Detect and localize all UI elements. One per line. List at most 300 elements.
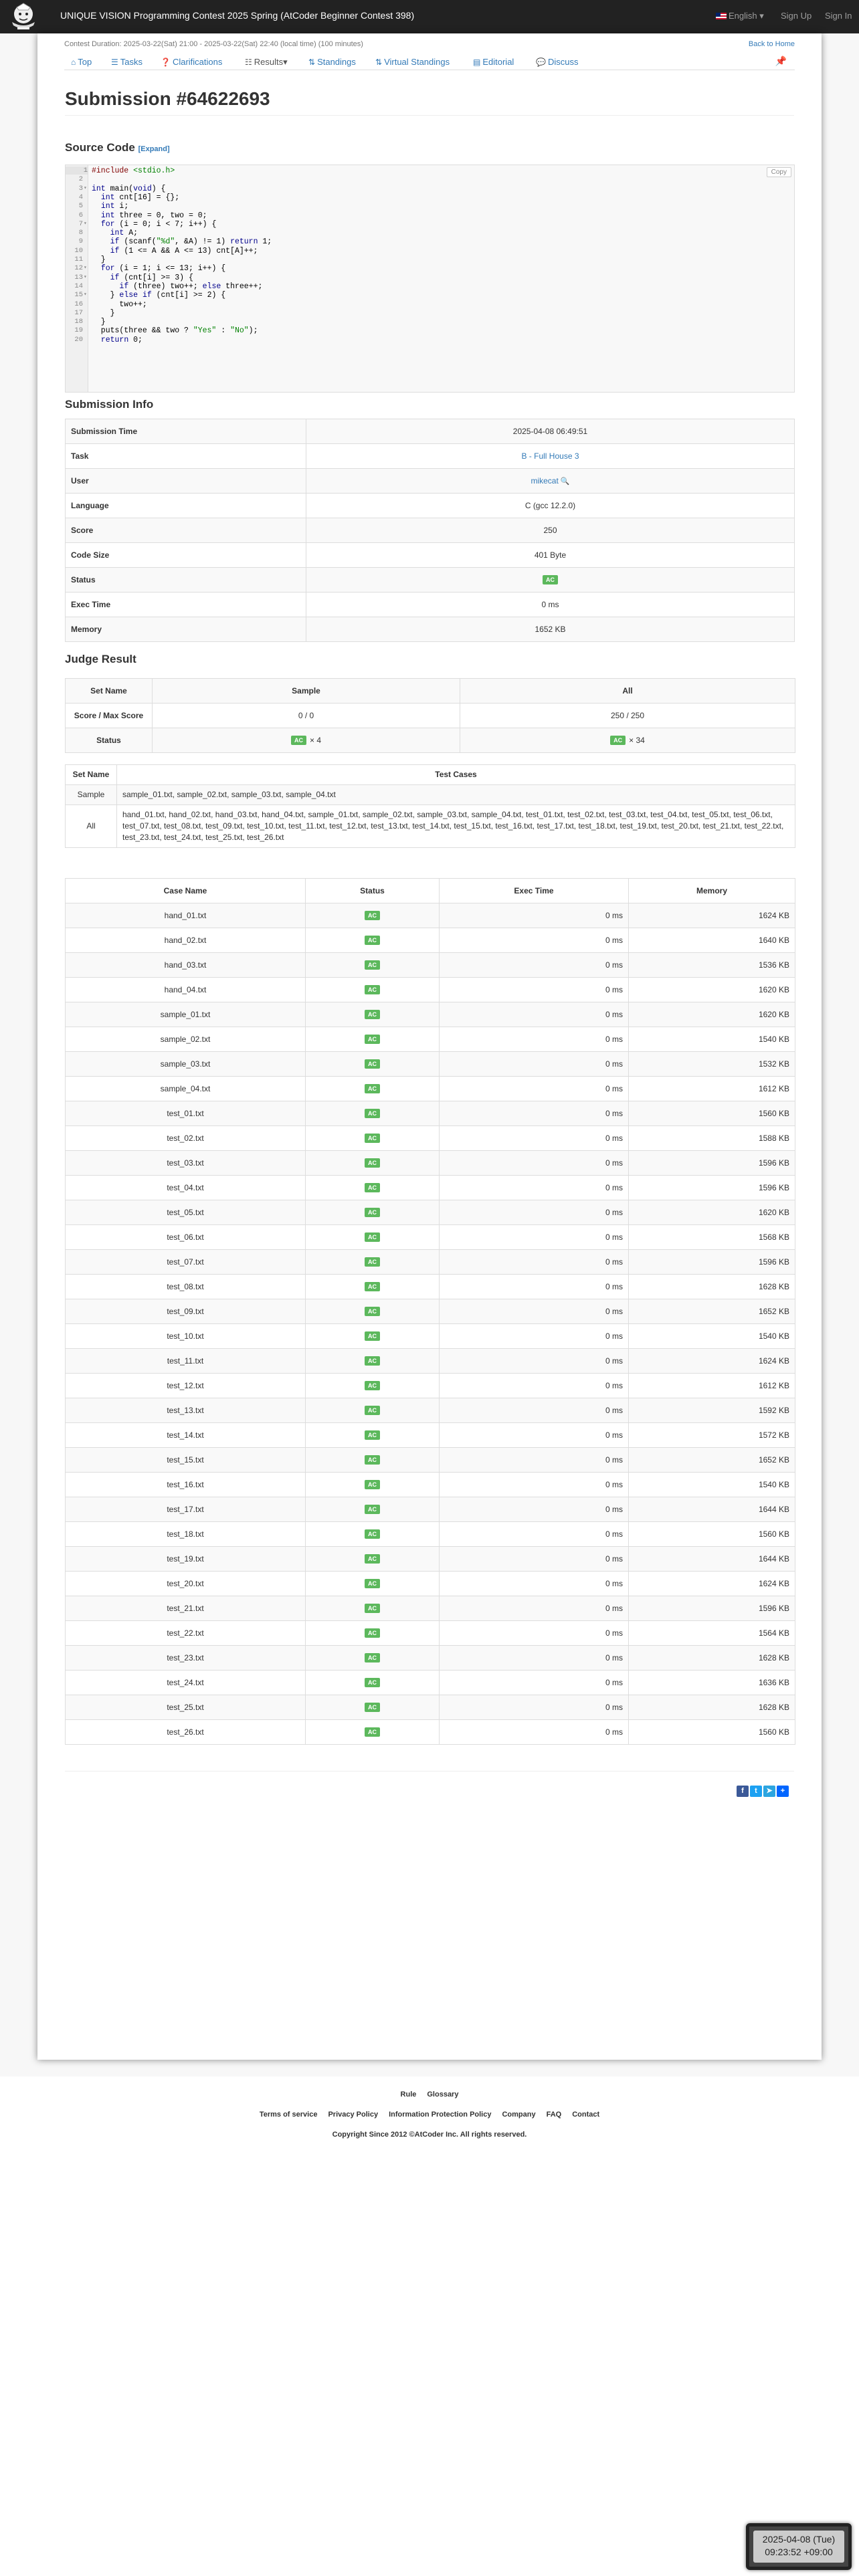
line-number: 20 xyxy=(74,335,83,344)
tab-tasks[interactable] xyxy=(111,57,142,67)
case-exec-time: 0 ms xyxy=(440,928,629,953)
tab-editorial-label: Editorial xyxy=(482,57,514,67)
clock-display xyxy=(753,2531,844,2563)
code-line: for (i = 1; i <= 13; i++) { xyxy=(100,264,226,274)
case-exec-time: 0 ms xyxy=(440,953,629,978)
all-score: 250 / 250 xyxy=(460,704,795,728)
line-number-gutter xyxy=(66,165,88,392)
table-row xyxy=(66,1324,795,1349)
contest-title-link[interactable]: UNIQUE VISION Programming Contest 2025 Spring (AtCoder Beginner Contest 398) xyxy=(60,10,415,21)
case-name: test_09.txt xyxy=(66,1299,306,1324)
line-number: 16 xyxy=(74,300,83,308)
line-number: 6 xyxy=(78,211,83,219)
info-value-text: 0 ms xyxy=(541,600,559,609)
memory-header[interactable]: Memory xyxy=(629,879,795,903)
case-status xyxy=(306,1374,440,1398)
info-label: Memory xyxy=(66,617,306,642)
case-exec-time: 0 ms xyxy=(440,1398,629,1423)
code-line: #include <stdio.h> xyxy=(92,167,175,175)
info-row xyxy=(66,593,795,617)
info-value xyxy=(306,494,795,518)
status-badge: AC xyxy=(365,1232,380,1242)
code-line: if (scanf("%d", &A) != 1) return 1; xyxy=(110,237,272,247)
case-memory: 1620 KB xyxy=(629,1200,795,1225)
tab-virtual-standings[interactable] xyxy=(375,57,450,67)
case-name: test_23.txt xyxy=(66,1646,306,1671)
table-row xyxy=(66,1497,795,1522)
case-exec-time: 0 ms xyxy=(440,1473,629,1497)
case-name: test_06.txt xyxy=(66,1225,306,1250)
case-name: test_08.txt xyxy=(66,1275,306,1299)
caret-down-icon: ▾ xyxy=(759,11,764,21)
copyright: Copyright Since 2012 ©AtCoder Inc. All rights reserved. xyxy=(332,2131,527,2139)
task-link[interactable]: B - Full House 3 xyxy=(521,451,579,461)
case-memory: 1532 KB xyxy=(629,1052,795,1077)
status-badge: AC xyxy=(365,1628,380,1638)
case-name: test_26.txt xyxy=(66,1720,306,1745)
uk-flag-icon xyxy=(716,13,727,19)
case-memory: 1596 KB xyxy=(629,1596,795,1621)
info-row xyxy=(66,543,795,568)
table-row xyxy=(66,1374,795,1398)
table-row xyxy=(66,1200,795,1225)
status-header[interactable]: Status xyxy=(306,879,440,903)
info-value xyxy=(306,617,795,642)
status-badge: AC xyxy=(365,1282,380,1291)
case-exec-time: 0 ms xyxy=(440,1027,629,1052)
case-status xyxy=(306,1299,440,1324)
table-row xyxy=(66,1151,795,1176)
case-memory: 1560 KB xyxy=(629,1522,795,1547)
divider xyxy=(65,115,794,116)
case-exec-time: 0 ms xyxy=(440,1646,629,1671)
tab-standings[interactable] xyxy=(308,57,356,67)
case-exec-time: 0 ms xyxy=(440,1374,629,1398)
tab-clarifications-label: Clarifications xyxy=(172,57,223,67)
status-badge: AC xyxy=(543,575,558,584)
info-label: Code Size xyxy=(66,543,306,568)
table-row xyxy=(66,1473,795,1497)
case-name: hand_01.txt xyxy=(66,903,306,928)
line-number: 5 xyxy=(78,202,83,211)
code-line: if (three) two++; else three++; xyxy=(119,282,263,291)
case-name: test_25.txt xyxy=(66,1695,306,1720)
case-status xyxy=(306,1448,440,1473)
case-name: hand_03.txt xyxy=(66,953,306,978)
set-cases: hand_01.txt, hand_02.txt, hand_03.txt, hand_04.txt, sample_01.txt, sample_02.txt, sample_03.txt, sample_04.txt, test_01.txt, test_02.txt, test_03.txt, test_04.txt, test_05.txt, test_06.txt, test_07.txt, test_08.txt, test_09.txt, test_10.txt, test_11.txt, test_12.txt, test_13.txt, test_14.txt, test_15.txt, test_16.txt, test_17.txt, test_18.txt, test_19.txt, test_20.txt, test_21.txt, test_22.txt, test_23.txt, test_24.txt, test_25.txt, test_26.txt xyxy=(117,805,795,848)
case-exec-time: 0 ms xyxy=(440,1522,629,1547)
case-memory: 1572 KB xyxy=(629,1423,795,1448)
status-badge: AC xyxy=(365,1257,380,1267)
table-row xyxy=(66,1621,795,1646)
status-badge: AC xyxy=(365,1678,380,1687)
line-number: 1 xyxy=(66,167,88,175)
info-value xyxy=(306,444,795,469)
info-row xyxy=(66,518,795,543)
status-badge: AC xyxy=(365,1529,380,1539)
status-badge: AC xyxy=(365,1480,380,1489)
tab-clarifications[interactable] xyxy=(161,57,222,67)
case-name: test_04.txt xyxy=(66,1176,306,1200)
source-code-block[interactable] xyxy=(65,165,795,393)
table-row xyxy=(66,1275,795,1299)
table-row xyxy=(66,1646,795,1671)
back-to-home-link[interactable]: Back to Home xyxy=(748,40,795,48)
fold-arrow-icon[interactable]: ▾ xyxy=(84,220,87,227)
case-exec-time: 0 ms xyxy=(440,1101,629,1126)
tab-editorial[interactable] xyxy=(473,57,514,67)
case-exec-time: 0 ms xyxy=(440,1077,629,1101)
status-badge: AC xyxy=(291,736,306,745)
footer-link-privacy[interactable]: Privacy Policy xyxy=(328,2111,379,2119)
status-label: Status xyxy=(66,728,153,753)
case-name: test_17.txt xyxy=(66,1497,306,1522)
case-name: sample_02.txt xyxy=(66,1027,306,1052)
table-row xyxy=(66,978,795,1002)
status-badge: AC xyxy=(365,1208,380,1217)
source-code-heading-text: Source Code xyxy=(65,141,135,154)
question-circle-icon: ❓ xyxy=(161,58,171,67)
case-exec-time: 0 ms xyxy=(440,978,629,1002)
case-status xyxy=(306,978,440,1002)
footer-link-glossary[interactable]: Glossary xyxy=(427,2090,459,2099)
telegram-icon[interactable]: ➤ xyxy=(763,1786,775,1797)
case-status xyxy=(306,1077,440,1101)
footer-link-contact[interactable]: Contact xyxy=(572,2111,600,2119)
info-value xyxy=(306,518,795,543)
table-row xyxy=(66,1695,795,1720)
code-line: if (1 <= A && A <= 13) cnt[A]++; xyxy=(110,246,258,255)
case-memory: 1652 KB xyxy=(629,1299,795,1324)
case-memory: 1540 KB xyxy=(629,1027,795,1052)
status-badge: AC xyxy=(365,1579,380,1588)
case-status xyxy=(306,1720,440,1745)
tab-discuss-label: Discuss xyxy=(547,57,579,67)
case-status xyxy=(306,1225,440,1250)
case-exec-time: 0 ms xyxy=(440,1497,629,1522)
line-number: 2 xyxy=(78,175,83,184)
table-row xyxy=(66,1176,795,1200)
case-name: test_01.txt xyxy=(66,1101,306,1126)
code-line: int i; xyxy=(100,202,129,211)
case-exec-time: 0 ms xyxy=(440,1349,629,1374)
case-memory: 1628 KB xyxy=(629,1275,795,1299)
table-row xyxy=(66,1077,795,1101)
fold-arrow-icon[interactable]: ▾ xyxy=(84,185,87,191)
twitter-icon[interactable]: t xyxy=(750,1786,762,1797)
case-name: test_05.txt xyxy=(66,1200,306,1225)
code-line: int three = 0, two = 0; xyxy=(100,211,207,220)
line-number: 13 xyxy=(74,273,83,282)
case-status xyxy=(306,1547,440,1572)
info-row xyxy=(66,469,795,494)
line-number: 19 xyxy=(74,326,83,335)
table-row xyxy=(66,1547,795,1572)
status-badge: AC xyxy=(365,1505,380,1514)
copy-button[interactable]: Copy xyxy=(767,167,791,177)
tab-discuss[interactable] xyxy=(536,57,578,67)
footer-link-rule[interactable]: Rule xyxy=(400,2090,417,2099)
footer-link-faq[interactable]: FAQ xyxy=(546,2111,562,2119)
line-number: 9 xyxy=(78,237,83,246)
home-icon: ⌂ xyxy=(71,58,76,67)
table-row xyxy=(66,1596,795,1621)
fold-arrow-icon[interactable]: ▾ xyxy=(84,274,87,280)
status-badge: AC xyxy=(365,1307,380,1316)
case-status xyxy=(306,1002,440,1027)
status-badge: AC xyxy=(365,911,380,920)
case-status xyxy=(306,903,440,928)
status-badge: AC xyxy=(365,1010,380,1019)
case-memory: 1540 KB xyxy=(629,1473,795,1497)
line-number: 14 xyxy=(74,282,83,290)
case-exec-time: 0 ms xyxy=(440,1572,629,1596)
case-memory: 1596 KB xyxy=(629,1176,795,1200)
status-badge: AC xyxy=(365,1084,380,1093)
case-status xyxy=(306,1151,440,1176)
info-row xyxy=(66,444,795,469)
code-line: return 0; xyxy=(100,335,142,344)
code-line: } xyxy=(92,308,115,318)
code-line: two++; xyxy=(92,300,147,309)
case-name-header[interactable]: Case Name xyxy=(66,879,306,903)
info-label: Submission Time xyxy=(66,419,306,444)
status-badge: AC xyxy=(365,985,380,994)
footer-link-company[interactable]: Company xyxy=(502,2111,536,2119)
footer-links-primary xyxy=(0,2090,859,2099)
line-number: 3 xyxy=(78,184,83,193)
table-row xyxy=(66,1027,795,1052)
test-cases-table xyxy=(65,878,795,1745)
case-exec-time: 0 ms xyxy=(440,1671,629,1695)
code-line: int cnt[16] = {}; xyxy=(100,193,180,202)
judge-result-heading: Judge Result xyxy=(65,653,136,665)
case-memory: 1560 KB xyxy=(629,1720,795,1745)
language-label: English xyxy=(729,11,757,21)
case-status xyxy=(306,1101,440,1126)
fold-arrow-icon[interactable]: ▾ xyxy=(84,265,87,272)
case-memory: 1596 KB xyxy=(629,1250,795,1275)
search-icon[interactable]: 🔍 xyxy=(558,477,570,486)
case-exec-time: 0 ms xyxy=(440,1200,629,1225)
table-row xyxy=(66,1572,795,1596)
case-name: test_15.txt xyxy=(66,1448,306,1473)
case-name: test_07.txt xyxy=(66,1250,306,1275)
comment-icon: 💬 xyxy=(536,58,546,67)
main-container xyxy=(37,33,822,2060)
tab-top[interactable] xyxy=(71,57,92,67)
case-name: hand_04.txt xyxy=(66,978,306,1002)
sample-score: 0 / 0 xyxy=(153,704,460,728)
case-status xyxy=(306,1522,440,1547)
sample-header: Sample xyxy=(153,679,460,704)
case-name: test_22.txt xyxy=(66,1621,306,1646)
info-label: Task xyxy=(66,444,306,469)
set-name: All xyxy=(66,805,117,848)
case-exec-time: 0 ms xyxy=(440,1547,629,1572)
table-row xyxy=(66,928,795,953)
line-number: 10 xyxy=(74,246,83,255)
table-row xyxy=(66,1101,795,1126)
footer-link-info-protection[interactable]: Information Protection Policy xyxy=(389,2111,492,2119)
line-number: 4 xyxy=(78,193,83,201)
case-status xyxy=(306,1176,440,1200)
case-status xyxy=(306,1027,440,1052)
footer-link-terms[interactable]: Terms of service xyxy=(259,2111,318,2119)
divider xyxy=(65,1771,794,1772)
case-status xyxy=(306,1250,440,1275)
table-row xyxy=(66,1671,795,1695)
status-badge: AC xyxy=(365,1727,380,1737)
info-value-text: 2025-04-08 06:49:51 xyxy=(512,427,588,436)
status-badge: AC xyxy=(365,1158,380,1168)
table-row xyxy=(66,1423,795,1448)
status-badge: AC xyxy=(365,1059,380,1069)
share-plus-icon[interactable]: + xyxy=(777,1786,789,1797)
status-badge: AC xyxy=(365,1703,380,1712)
table-row xyxy=(66,1522,795,1547)
table-row xyxy=(66,1052,795,1077)
test-set-row xyxy=(66,805,795,848)
sign-in-link[interactable]: Sign In xyxy=(825,11,852,21)
score-label: Score / Max Score xyxy=(66,704,153,728)
tab-virtual-standings-label: Virtual Standings xyxy=(384,57,450,67)
top-navbar xyxy=(0,0,859,33)
case-name: test_10.txt xyxy=(66,1324,306,1349)
case-exec-time: 0 ms xyxy=(440,1695,629,1720)
line-number: 17 xyxy=(74,308,83,317)
table-row xyxy=(66,1349,795,1374)
submission-info-heading: Submission Info xyxy=(65,398,154,411)
case-name: test_13.txt xyxy=(66,1398,306,1423)
case-name: test_20.txt xyxy=(66,1572,306,1596)
case-memory: 1564 KB xyxy=(629,1621,795,1646)
info-label: Status xyxy=(66,568,306,593)
case-status xyxy=(306,1275,440,1299)
case-name: sample_03.txt xyxy=(66,1052,306,1077)
case-name: test_12.txt xyxy=(66,1374,306,1398)
status-badge: AC xyxy=(365,1554,380,1564)
case-status xyxy=(306,1126,440,1151)
status-badge: AC xyxy=(365,1455,380,1465)
clock-date: 2025-04-08 (Tue) xyxy=(762,2534,836,2545)
case-memory: 1628 KB xyxy=(629,1695,795,1720)
code-line: for (i = 0; i < 7; i++) { xyxy=(100,219,217,229)
case-name: test_21.txt xyxy=(66,1596,306,1621)
case-memory: 1560 KB xyxy=(629,1101,795,1126)
table-row xyxy=(66,1448,795,1473)
code-line: } else if (cnt[i] >= 2) { xyxy=(92,291,226,300)
case-exec-time: 0 ms xyxy=(440,1176,629,1200)
case-exec-time: 0 ms xyxy=(440,903,629,928)
info-label: Language xyxy=(66,494,306,518)
fold-arrow-icon[interactable]: ▾ xyxy=(84,292,87,298)
tab-results[interactable] xyxy=(245,57,288,68)
atcoder-logo-icon[interactable] xyxy=(8,2,39,31)
info-label: Score xyxy=(66,518,306,543)
status-badge: AC xyxy=(365,936,380,945)
exec-time-header[interactable]: Exec Time xyxy=(440,879,629,903)
case-exec-time: 0 ms xyxy=(440,1423,629,1448)
info-row xyxy=(66,617,795,642)
status-badge: AC xyxy=(365,1109,380,1118)
test-sets-table xyxy=(65,764,795,848)
case-status xyxy=(306,1349,440,1374)
case-name: test_18.txt xyxy=(66,1522,306,1547)
case-memory: 1612 KB xyxy=(629,1374,795,1398)
case-memory: 1640 KB xyxy=(629,928,795,953)
case-memory: 1620 KB xyxy=(629,1002,795,1027)
source-code-heading xyxy=(65,141,170,154)
info-value-text: 401 Byte xyxy=(534,550,567,560)
case-memory: 1628 KB xyxy=(629,1646,795,1671)
caret-down-icon: ▾ xyxy=(283,57,288,67)
case-exec-time: 0 ms xyxy=(440,1324,629,1349)
case-memory: 1536 KB xyxy=(629,953,795,978)
sign-up-link[interactable]: Sign Up xyxy=(781,11,812,21)
case-name: test_24.txt xyxy=(66,1671,306,1695)
code-line: puts(three && two ? "Yes" : "No"); xyxy=(92,326,258,336)
info-row xyxy=(66,419,795,444)
judge-result-table xyxy=(65,678,795,753)
facebook-icon[interactable]: f xyxy=(737,1786,749,1797)
tab-top-label: Top xyxy=(78,57,92,67)
case-memory: 1644 KB xyxy=(629,1497,795,1522)
case-exec-time: 0 ms xyxy=(440,1225,629,1250)
tasks-icon: ☰ xyxy=(111,58,118,67)
status-badge: AC xyxy=(365,1134,380,1143)
case-memory: 1624 KB xyxy=(629,1572,795,1596)
test-set-row xyxy=(66,785,795,805)
expand-link[interactable]: [Expand] xyxy=(138,145,170,153)
user-link[interactable]: mikecat xyxy=(531,476,559,486)
case-memory: 1596 KB xyxy=(629,1151,795,1176)
pin-icon[interactable]: 📌 xyxy=(775,56,787,66)
case-status xyxy=(306,1671,440,1695)
tab-results-label: Results xyxy=(254,57,284,67)
contest-duration: Contest Duration: 2025-03-22(Sat) 21:00 - 2025-03-22(Sat) 22:40 (local time) (100 minutes) xyxy=(64,40,363,48)
line-number: 11 xyxy=(74,255,83,263)
case-memory: 1624 KB xyxy=(629,1349,795,1374)
case-memory: 1568 KB xyxy=(629,1225,795,1250)
info-value-text: C (gcc 12.2.0) xyxy=(524,501,576,510)
case-exec-time: 0 ms xyxy=(440,1275,629,1299)
status-badge: AC xyxy=(365,1430,380,1440)
case-status xyxy=(306,953,440,978)
case-memory: 1644 KB xyxy=(629,1547,795,1572)
info-value xyxy=(306,568,795,593)
case-exec-time: 0 ms xyxy=(440,1299,629,1324)
case-status xyxy=(306,1052,440,1077)
case-status xyxy=(306,1423,440,1448)
case-memory: 1540 KB xyxy=(629,1324,795,1349)
case-status xyxy=(306,1473,440,1497)
info-value-text: 250 xyxy=(543,526,557,535)
set-name: Sample xyxy=(66,785,117,805)
info-value xyxy=(306,469,795,494)
case-status xyxy=(306,1398,440,1423)
language-dropdown[interactable] xyxy=(716,11,764,21)
case-status xyxy=(306,1324,440,1349)
code-line: int main(void) { xyxy=(92,184,166,193)
case-name: test_16.txt xyxy=(66,1473,306,1497)
sort-icon: ⇅ xyxy=(375,58,383,67)
submission-info-table xyxy=(65,419,795,642)
status-badge: AC xyxy=(365,1331,380,1341)
case-status xyxy=(306,1646,440,1671)
set-cases: sample_01.txt, sample_02.txt, sample_03.txt, sample_04.txt xyxy=(117,785,795,805)
clock-time: 09:23:52 +09:00 xyxy=(765,2547,833,2557)
